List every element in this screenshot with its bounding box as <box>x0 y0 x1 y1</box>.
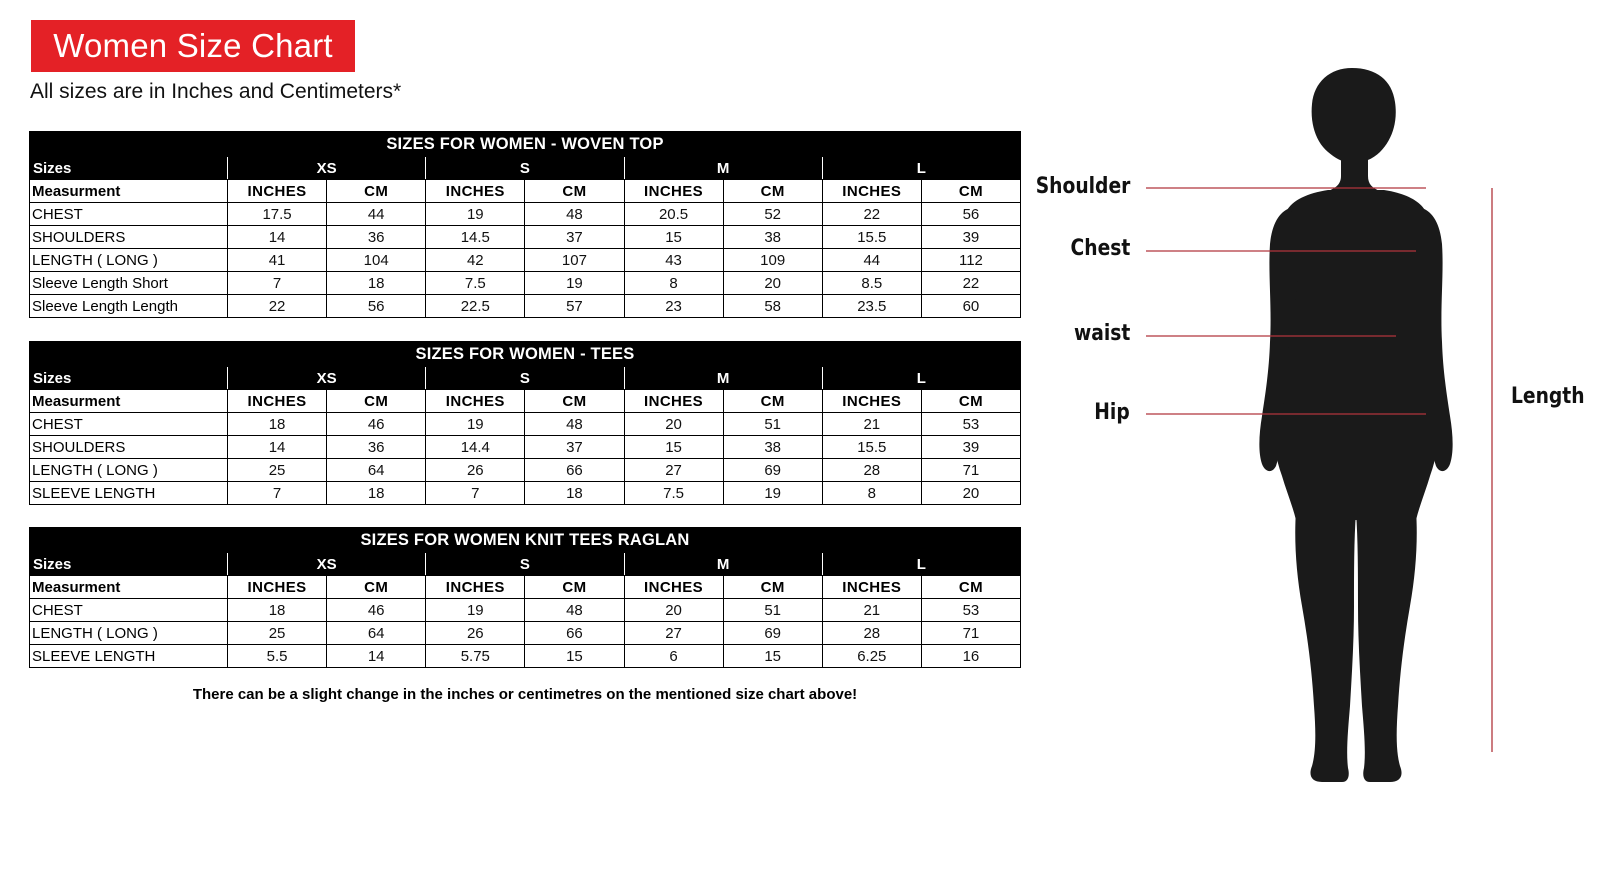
unit-cell: CM <box>921 390 1020 413</box>
value-cell: 7.5 <box>426 272 525 295</box>
waist-label: waist <box>1073 321 1130 346</box>
unit-cell: INCHES <box>426 390 525 413</box>
size-s: S <box>426 367 624 390</box>
value-cell: 69 <box>723 459 822 482</box>
sizes-label: Sizes <box>30 157 228 180</box>
sizes-label: Sizes <box>30 553 228 576</box>
row-label: Sleeve Length Length <box>30 295 228 318</box>
value-cell: 53 <box>921 413 1020 436</box>
value-cell: 20 <box>921 482 1020 505</box>
unit-cell: CM <box>525 180 624 203</box>
value-cell: 19 <box>426 203 525 226</box>
knit-tees-raglan-size-table <box>29 527 1021 668</box>
value-cell: 25 <box>228 622 327 645</box>
unit-cell: INCHES <box>624 180 723 203</box>
unit-cell: INCHES <box>228 576 327 599</box>
size-m: M <box>624 553 822 576</box>
sizes-header-row <box>30 553 1021 576</box>
value-cell: 60 <box>921 295 1020 318</box>
value-cell: 20 <box>723 272 822 295</box>
unit-cell: INCHES <box>228 180 327 203</box>
size-m: M <box>624 157 822 180</box>
size-xs: XS <box>228 157 426 180</box>
row-label: LENGTH ( LONG ) <box>30 459 228 482</box>
unit-cell: INCHES <box>822 576 921 599</box>
value-cell: 5.75 <box>426 645 525 668</box>
sizes-label: Sizes <box>30 367 228 390</box>
page-subtitle: All sizes are in Inches and Centimeters* <box>30 80 402 103</box>
size-xs: XS <box>228 367 426 390</box>
row-label: LENGTH ( LONG ) <box>30 622 228 645</box>
table-row <box>30 295 1021 318</box>
value-cell: 15 <box>525 645 624 668</box>
table-row <box>30 599 1021 622</box>
value-cell: 66 <box>525 622 624 645</box>
value-cell: 56 <box>327 295 426 318</box>
body-measurement-figure <box>1035 60 1600 820</box>
value-cell: 41 <box>228 249 327 272</box>
table-row <box>30 436 1021 459</box>
row-label: Sleeve Length Short <box>30 272 228 295</box>
unit-cell: CM <box>723 390 822 413</box>
value-cell: 7.5 <box>624 482 723 505</box>
value-cell: 20.5 <box>624 203 723 226</box>
value-cell: 18 <box>228 413 327 436</box>
value-cell: 56 <box>921 203 1020 226</box>
value-cell: 42 <box>426 249 525 272</box>
measurement-label: Measurment <box>30 180 228 203</box>
unit-cell: INCHES <box>822 390 921 413</box>
unit-cell: INCHES <box>624 576 723 599</box>
value-cell: 39 <box>921 436 1020 459</box>
row-label: CHEST <box>30 203 228 226</box>
value-cell: 18 <box>327 272 426 295</box>
value-cell: 14 <box>327 645 426 668</box>
table-row <box>30 249 1021 272</box>
size-s: S <box>426 553 624 576</box>
value-cell: 15 <box>624 226 723 249</box>
unit-cell: INCHES <box>228 390 327 413</box>
unit-cell: CM <box>327 180 426 203</box>
unit-cell: INCHES <box>822 180 921 203</box>
value-cell: 46 <box>327 413 426 436</box>
value-cell: 27 <box>624 622 723 645</box>
row-label: CHEST <box>30 413 228 436</box>
unit-cell: CM <box>327 390 426 413</box>
value-cell: 38 <box>723 436 822 459</box>
measurement-label: Measurment <box>30 576 228 599</box>
value-cell: 66 <box>525 459 624 482</box>
row-label: SHOULDERS <box>30 436 228 459</box>
unit-cell: CM <box>525 576 624 599</box>
value-cell: 23.5 <box>822 295 921 318</box>
value-cell: 51 <box>723 413 822 436</box>
value-cell: 23 <box>624 295 723 318</box>
silhouette-graphic <box>1060 60 1600 820</box>
value-cell: 21 <box>822 413 921 436</box>
table-row <box>30 413 1021 436</box>
units-header-row <box>30 180 1021 203</box>
value-cell: 14.4 <box>426 436 525 459</box>
value-cell: 19 <box>426 413 525 436</box>
value-cell: 38 <box>723 226 822 249</box>
value-cell: 64 <box>327 459 426 482</box>
size-xs: XS <box>228 553 426 576</box>
row-label: SLEEVE LENGTH <box>30 482 228 505</box>
value-cell: 5.5 <box>228 645 327 668</box>
value-cell: 15 <box>624 436 723 459</box>
value-cell: 48 <box>525 203 624 226</box>
value-cell: 6.25 <box>822 645 921 668</box>
unit-cell: CM <box>723 180 822 203</box>
footnote: There can be a slight change in the inches or centimetres on the mentioned size chart above! <box>192 686 858 703</box>
value-cell: 37 <box>525 436 624 459</box>
units-header-row <box>30 576 1021 599</box>
value-cell: 6 <box>624 645 723 668</box>
row-label: SHOULDERS <box>30 226 228 249</box>
value-cell: 36 <box>327 436 426 459</box>
value-cell: 46 <box>327 599 426 622</box>
woman-silhouette-icon <box>1259 68 1452 782</box>
unit-cell: INCHES <box>624 390 723 413</box>
size-l: L <box>822 367 1020 390</box>
value-cell: 39 <box>921 226 1020 249</box>
size-l: L <box>822 553 1020 576</box>
value-cell: 19 <box>525 272 624 295</box>
value-cell: 37 <box>525 226 624 249</box>
value-cell: 20 <box>624 599 723 622</box>
value-cell: 20 <box>624 413 723 436</box>
value-cell: 48 <box>525 599 624 622</box>
value-cell: 14.5 <box>426 226 525 249</box>
page-title <box>31 20 355 72</box>
value-cell: 52 <box>723 203 822 226</box>
value-cell: 18 <box>327 482 426 505</box>
value-cell: 64 <box>327 622 426 645</box>
table-title: SIZES FOR WOMEN KNIT TEES RAGLAN <box>30 528 1021 553</box>
unit-cell: CM <box>921 576 1020 599</box>
value-cell: 22 <box>228 295 327 318</box>
value-cell: 57 <box>525 295 624 318</box>
value-cell: 27 <box>624 459 723 482</box>
value-cell: 71 <box>921 459 1020 482</box>
value-cell: 8.5 <box>822 272 921 295</box>
size-s: S <box>426 157 624 180</box>
size-l: L <box>822 157 1020 180</box>
value-cell: 44 <box>822 249 921 272</box>
row-label: CHEST <box>30 599 228 622</box>
table-row <box>30 622 1021 645</box>
value-cell: 112 <box>921 249 1020 272</box>
unit-cell: CM <box>525 390 624 413</box>
tees-size-table <box>29 341 1021 505</box>
value-cell: 71 <box>921 622 1020 645</box>
value-cell: 22 <box>822 203 921 226</box>
value-cell: 26 <box>426 622 525 645</box>
sizes-header-row <box>30 157 1021 180</box>
value-cell: 44 <box>327 203 426 226</box>
value-cell: 8 <box>822 482 921 505</box>
sizes-header-row <box>30 367 1021 390</box>
unit-cell: CM <box>921 180 1020 203</box>
value-cell: 15.5 <box>822 436 921 459</box>
table-title-row <box>30 342 1021 367</box>
value-cell: 17.5 <box>228 203 327 226</box>
value-cell: 48 <box>525 413 624 436</box>
value-cell: 14 <box>228 226 327 249</box>
value-cell: 15.5 <box>822 226 921 249</box>
value-cell: 28 <box>822 622 921 645</box>
units-header-row <box>30 390 1021 413</box>
unit-cell: INCHES <box>426 180 525 203</box>
measurement-label: Measurment <box>30 390 228 413</box>
size-m: M <box>624 367 822 390</box>
value-cell: 8 <box>624 272 723 295</box>
value-cell: 16 <box>921 645 1020 668</box>
value-cell: 104 <box>327 249 426 272</box>
table-row <box>30 203 1021 226</box>
value-cell: 22.5 <box>426 295 525 318</box>
value-cell: 14 <box>228 436 327 459</box>
chest-label: Chest <box>1070 236 1130 261</box>
value-cell: 18 <box>228 599 327 622</box>
value-cell: 53 <box>921 599 1020 622</box>
shoulder-label: Shoulder <box>1035 174 1130 199</box>
table-title: SIZES FOR WOMEN - TEES <box>30 342 1021 367</box>
row-label: SLEEVE LENGTH <box>30 645 228 668</box>
value-cell: 69 <box>723 622 822 645</box>
value-cell: 15 <box>723 645 822 668</box>
value-cell: 7 <box>228 272 327 295</box>
value-cell: 28 <box>822 459 921 482</box>
table-title: SIZES FOR WOMEN - WOVEN TOP <box>30 132 1021 157</box>
value-cell: 19 <box>426 599 525 622</box>
value-cell: 21 <box>822 599 921 622</box>
value-cell: 25 <box>228 459 327 482</box>
table-row <box>30 226 1021 249</box>
unit-cell: CM <box>723 576 822 599</box>
value-cell: 26 <box>426 459 525 482</box>
value-cell: 19 <box>723 482 822 505</box>
table-row <box>30 272 1021 295</box>
unit-cell: INCHES <box>426 576 525 599</box>
value-cell: 36 <box>327 226 426 249</box>
value-cell: 7 <box>228 482 327 505</box>
table-row <box>30 645 1021 668</box>
value-cell: 58 <box>723 295 822 318</box>
value-cell: 18 <box>525 482 624 505</box>
table-title-row <box>30 132 1021 157</box>
hip-label: Hip <box>1094 400 1130 425</box>
value-cell: 22 <box>921 272 1020 295</box>
table-row <box>30 459 1021 482</box>
woven-top-size-table <box>29 131 1021 318</box>
table-title-row <box>30 528 1021 553</box>
value-cell: 43 <box>624 249 723 272</box>
value-cell: 109 <box>723 249 822 272</box>
unit-cell: CM <box>327 576 426 599</box>
value-cell: 7 <box>426 482 525 505</box>
value-cell: 107 <box>525 249 624 272</box>
length-label: Length <box>1511 384 1585 409</box>
page-title-text: Women Size Chart <box>53 27 333 64</box>
row-label: LENGTH ( LONG ) <box>30 249 228 272</box>
value-cell: 51 <box>723 599 822 622</box>
table-row <box>30 482 1021 505</box>
